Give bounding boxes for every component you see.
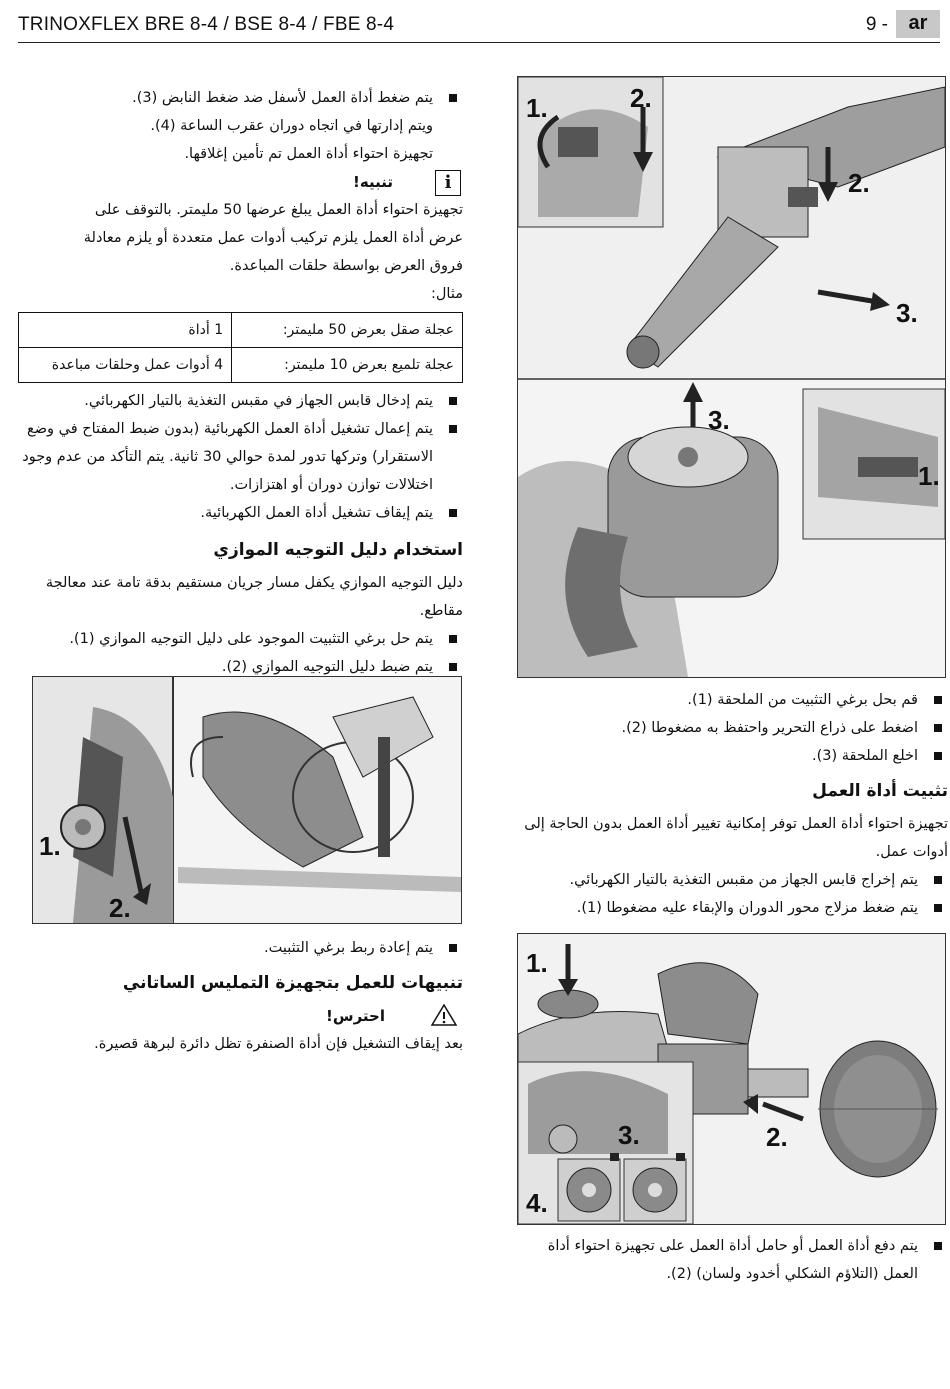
section-heading: استخدام دليل التوجيه الموازي bbox=[213, 540, 463, 560]
notice-title: تنبيه! bbox=[353, 173, 393, 191]
figure-label: 2. bbox=[766, 1122, 788, 1152]
list-item: قم بحل برغي التثبيت من الملحقة (1). bbox=[518, 686, 948, 714]
list-item: يتم إخراج قابس الجهاز من مقبس التغذية بالتيار الكهربائي. bbox=[518, 866, 948, 894]
figure-label: 2. bbox=[630, 83, 652, 113]
figure-label: 1. bbox=[918, 461, 940, 491]
attachment-removal-illustration bbox=[518, 77, 945, 677]
table-row bbox=[19, 313, 463, 348]
parallel-guide-figure bbox=[32, 676, 462, 924]
tool-mounting-figure bbox=[517, 933, 946, 1225]
figure-label: 3. bbox=[708, 405, 730, 435]
example-table bbox=[18, 312, 463, 383]
page-header bbox=[18, 8, 940, 43]
figure-label: 4. bbox=[526, 1188, 548, 1218]
page-number: 9 - bbox=[865, 14, 888, 35]
list-item: اضغط على ذراع التحرير واحتفظ به مضغوطا (2). bbox=[518, 714, 948, 742]
right-column-bottom bbox=[518, 1232, 948, 1288]
parallel-guide-illustration bbox=[33, 677, 461, 923]
list-item: يتم إعمال تشغيل أداة العمل الكهربائية (بدون ضبط المفتاح في وضع الاستقرار) وتركها تدور لمدة حوالي 30 ثانية. يتم التأكد من عدم وجود اختلالات توازن دوران أو اهتزازات. bbox=[18, 415, 463, 499]
warning-text: بعد إيقاف التشغيل فإن أداة الصنفرة تظل دائرة لبرهة قصيرة. bbox=[94, 1036, 463, 1052]
list-item: يتم ضغط أداة العمل لأسفل ضد ضغط النابض (3). bbox=[18, 84, 463, 112]
list-item: يتم إعادة ربط برغي التثبيت. bbox=[18, 934, 463, 962]
table-row bbox=[19, 348, 463, 383]
tool-mounting-illustration bbox=[518, 934, 945, 1224]
figure-label: 1. bbox=[526, 93, 548, 123]
warning-header bbox=[18, 1002, 463, 1030]
list-item: يتم دفع أداة العمل أو حامل أداة العمل على تجهيزة احتواء أداة العمل (التلاؤم الشكلي أخدود ولسان) (2). bbox=[518, 1232, 948, 1288]
list-item-continued: ويتم إدارتها في اتجاه دوران عقرب الساعة (4). bbox=[150, 118, 433, 134]
paragraph: تجهيزة احتواء أداة العمل توفر إمكانية تغيير أداة العمل بدون الحاجة إلى أدوات عمل. bbox=[524, 816, 948, 860]
notice-header bbox=[18, 170, 463, 196]
notice-text: عرض أداة العمل يلزم تركيب أدوات عمل متعددة أو يلزم معادلة bbox=[83, 230, 463, 246]
table-cell: 1 أداة bbox=[19, 313, 232, 348]
list-item: يتم ضغط مزلاج محور الدوران والإبقاء عليه مضغوطا (1). bbox=[518, 894, 948, 922]
table-cell: 4 أدوات عمل وحلقات مباعدة bbox=[19, 348, 232, 383]
figure-label: 1. bbox=[39, 831, 61, 861]
list-item: يتم حل برغي التثبيت الموجود على دليل التوجيه الموازي (1). bbox=[18, 625, 463, 653]
table-cell: عجلة تلميع بعرض 10 مليمتر: bbox=[232, 348, 463, 383]
notice-text: فروق العرض بواسطة حلقات المباعدة. bbox=[229, 258, 463, 274]
figure-label: 2. bbox=[848, 168, 870, 198]
document-title: TRINOXFLEX BRE 8-4 / BSE 8-4 / FBE 8-4 bbox=[18, 14, 395, 35]
section-heading: تثبيت أداة العمل bbox=[812, 781, 948, 801]
list-item: اخلع الملحقة (3). bbox=[518, 742, 948, 770]
info-icon: i bbox=[435, 170, 461, 196]
figure-label: 1. bbox=[526, 948, 548, 978]
notice-text: تجهيزة احتواء أداة العمل يبلغ عرضها 50 مليمتر. بالتوقف على bbox=[94, 202, 463, 218]
section-heading: تنبيهات للعمل بتجهيزة التمليس الساتاني bbox=[122, 973, 463, 993]
figure-label: 2. bbox=[109, 893, 131, 923]
list-item-continued: تجهيزة احتواء أداة العمل تم تأمين إغلاقها. bbox=[184, 146, 433, 162]
table-cell: عجلة صقل بعرض 50 مليمتر: bbox=[232, 313, 463, 348]
list-item: يتم ضبط دليل التوجيه الموازي (2). bbox=[18, 653, 463, 681]
attachment-removal-figure bbox=[517, 76, 946, 678]
example-label: مثال: bbox=[431, 286, 463, 302]
warning-triangle-icon bbox=[431, 1004, 457, 1026]
language-tab: ar bbox=[896, 10, 940, 38]
left-column-bottom bbox=[18, 934, 463, 1058]
warning-title: احترس! bbox=[326, 1007, 385, 1025]
paragraph: دليل التوجيه الموازي يكفل مسار جريان مستقيم بدقة تامة عند معالجة مقاطع. bbox=[45, 575, 463, 619]
figure-label: 3. bbox=[618, 1120, 640, 1150]
list-item: يتم إيقاف تشغيل أداة العمل الكهربائية. bbox=[18, 499, 463, 527]
right-column bbox=[518, 686, 948, 922]
left-column bbox=[18, 84, 463, 681]
list-item: يتم إدخال قابس الجهاز في مقبس التغذية بالتيار الكهربائي. bbox=[18, 387, 463, 415]
figure-label: 3. bbox=[896, 298, 918, 328]
